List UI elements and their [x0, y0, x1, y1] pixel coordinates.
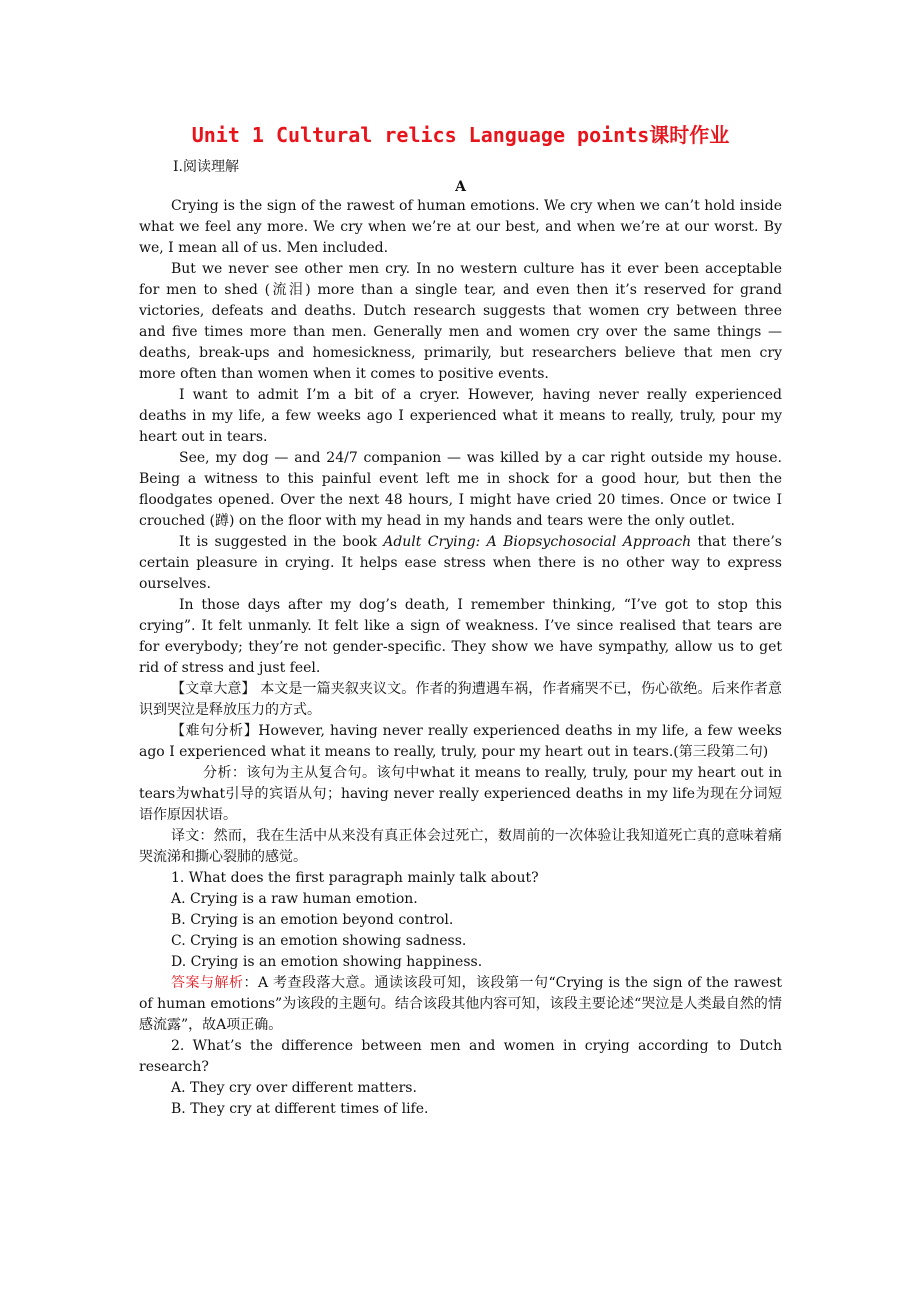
document-title: Unit 1 Cultural relics Language points课时作业: [191, 123, 730, 147]
passage-paragraph-5: [139, 532, 782, 595]
passage-paragraph-2: But we never see other men cry. In no western culture has it ever been acceptable for men to shed (流泪) more than a single tear, and even then it’s reserved for grand victories, defeats and deaths. Dutch research suggests that women cry between three and five times more than men. Generally men and women cry over the same things — deaths, break-ups and homesickness, primarily, but researchers believe that men cry more often than women when it comes to positive events.: [139, 261, 782, 382]
answer-text: ：A 考查段落大意。通读该段可知，该段第一句“Crying is the sign of the rawest of human emotions”为该段的主题句。结合该段其他内容可知，该段主要论述“哭泣是人类最自然的情感流露”，故A项正确。: [139, 975, 783, 1033]
answer-label: 答案与解析: [171, 975, 244, 991]
article-summary: 【文章大意】 本文是一篇夹叙夹议文。作者的狗遭遇车祸，作者痛哭不已，伤心欲绝。后来作者意识到哭泣是释放压力的方式。: [139, 681, 782, 718]
question-1-option-c: C. Crying is an emotion showing sadness.: [171, 933, 467, 949]
question-1-option-b: B. Crying is an emotion beyond control.: [171, 912, 454, 928]
answer-explanation: [139, 973, 782, 1036]
passage-paragraph-4: See, my dog — and 24/7 companion — was killed by a car right outside my house. Being a witness to this painful event left me in shock for a good hour, but then the floodgates opened. Over the next 48 hours, I might have cried 20 times. Once or twice I crouched (蹲) on the floor with my head in my hands and tears were the only outlet.: [139, 450, 782, 529]
sentence-translation: 译文：然而，我在生活中从来没有真正体会过死亡，数周前的一次体验让我知道死亡真的意味着痛哭流涕和撕心裂肺的感觉。: [139, 828, 782, 865]
question-1-stem: 1. What does the first paragraph mainly talk about?: [171, 870, 539, 886]
question-2-option-a: A. They cry over different matters.: [171, 1080, 417, 1096]
paragraph-5-after: that there’s certain pleasure in crying. It helps ease stress when there is no other way to express ourselves.: [139, 534, 782, 592]
question-1-option-a: A. Crying is a raw human emotion.: [171, 891, 418, 907]
document-page: [139, 118, 782, 1120]
passage-paragraph-3: I want to admit I’m a bit of a cryer. However, having never really experienced deaths in my life, a few weeks ago I experienced what it means to really, truly, pour my heart out in tears.: [139, 387, 782, 445]
passage-label: A: [455, 179, 466, 195]
passage-paragraph-6: In those days after my dog’s death, I remember thinking, “I’ve got to stop this crying”. It felt unmanly. It felt like a sign of weakness. I’ve since realised that tears are for everybody; they’re not gender-specific. They show we have sympathy, allow us to get rid of stress and just feel.: [139, 597, 782, 676]
question-1-option-d: D. Crying is an emotion showing happiness.: [171, 954, 483, 970]
sentence-analysis: 分析：该句为主从复合句。该句中what it means to really, truly, pour my heart out in tears为what引导的宾语从句；having never really experienced deaths in my life为现在分词短语作原因状语。: [139, 765, 782, 823]
passage-paragraph-1: Crying is the sign of the rawest of human emotions. We cry when we can’t hold inside what we feel any more. We cry when we’re at our best, and when we’re at our worst. By we, I mean all of us. Men included.: [139, 198, 782, 256]
question-2-option-b: B. They cry at different times of life.: [171, 1101, 429, 1117]
question-2-stem: 2. What’s the difference between men and women in crying according to Dutch research?: [139, 1038, 782, 1075]
difficult-sentence: 【难句分析】However, having never really experienced deaths in my life, a few weeks ago I experienced what it means to really, truly, pour my heart out in tears.(第三段第二句): [139, 723, 782, 760]
paragraph-5-before: It is suggested in the book: [179, 534, 384, 550]
section-heading: Ⅰ.阅读理解: [173, 159, 239, 175]
book-title: Adult Crying: A Biopsychosocial Approach: [383, 534, 692, 550]
